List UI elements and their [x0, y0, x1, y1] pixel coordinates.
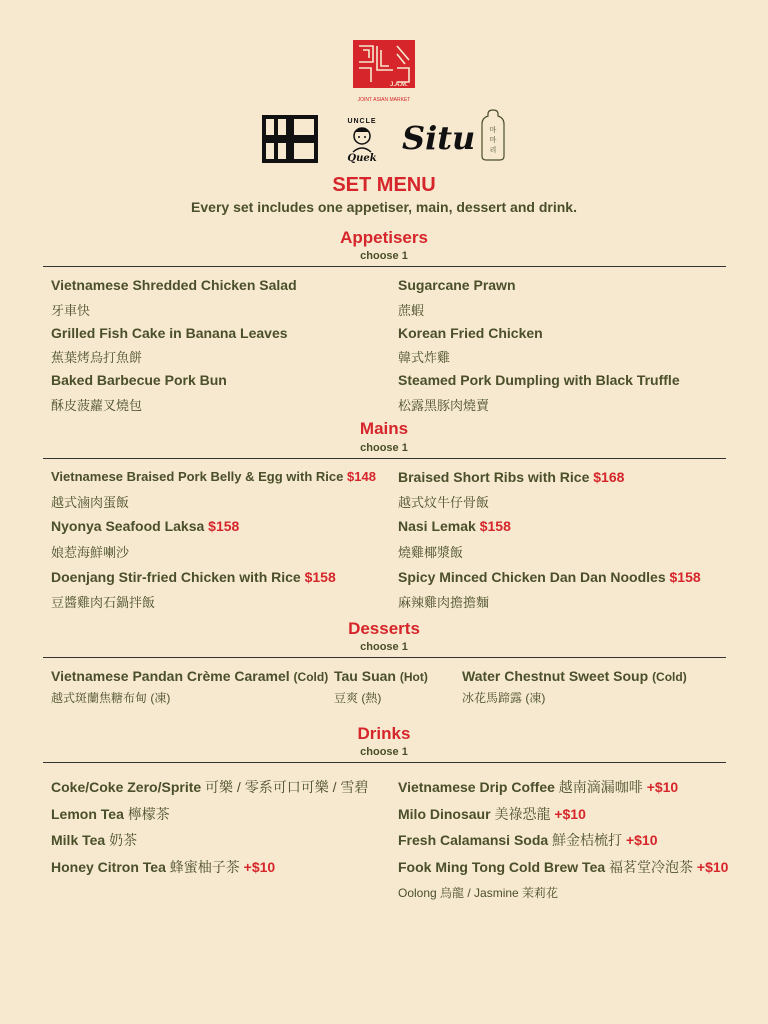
drink-item-name: Fresh Calamansi Soda	[398, 832, 549, 848]
dessert-item-zh: 豆爽 (熱)	[334, 691, 382, 705]
svg-text:UNCLE: UNCLE	[347, 118, 377, 125]
drinks-divider	[43, 762, 726, 763]
svg-text:마: 마	[489, 136, 497, 144]
drink-item	[398, 857, 728, 877]
appetiser-item-name: Baked Barbecue Pork Bun	[51, 372, 227, 388]
main-item-label: Nyonya Seafood Laksa	[51, 518, 205, 534]
drink-item	[51, 777, 368, 797]
main-item-name	[398, 469, 624, 485]
svg-text:마: 마	[489, 126, 497, 134]
appetiser-item-zh: 松露黑豚肉燒賣	[398, 398, 490, 413]
main-item-zh: 越式滷肉蛋飯	[51, 495, 130, 510]
appetiser-item-zh: 蔗蝦	[398, 303, 425, 318]
dessert-item-temp: (Hot)	[399, 670, 428, 684]
desserts-sub: choose 1	[360, 641, 408, 653]
appetiser-item-name: Grilled Fish Cake in Banana Leaves	[51, 325, 288, 341]
appetiser-item-name: Steamed Pork Dumpling with Black Truffle	[398, 372, 680, 388]
appetiser-item-name: Vietnamese Shredded Chicken Salad	[51, 277, 297, 293]
jam-logo-text: J.A.M.	[390, 82, 408, 88]
main-item-zh: 麻辣雞肉擔擔麵	[398, 595, 490, 610]
appetiser-item-zh: 酥皮菠蘿叉燒包	[51, 398, 143, 413]
drink-item-name: Milo Dinosaur	[398, 806, 491, 822]
main-item-zh: 越式炆牛仔骨飯	[398, 495, 490, 510]
drink-item-zh: 越南滴漏咖啡	[558, 779, 643, 795]
main-item-zh: 娘惹海鮮喇沙	[51, 545, 130, 560]
drink-item-zh: 檸檬茶	[127, 806, 170, 822]
drink-item-price: +$10	[625, 832, 658, 848]
svg-text:Quek: Quek	[347, 153, 377, 164]
main-item-price: $158	[669, 569, 701, 585]
momo-logo	[262, 115, 318, 168]
appetisers-title: Appetisers	[340, 228, 428, 247]
drink-item	[398, 804, 586, 824]
drink-item-name: Fook Ming Tong Cold Brew Tea	[398, 859, 606, 875]
main-item-price: $168	[593, 469, 625, 485]
jam-logo	[353, 40, 415, 104]
main-item-name	[398, 569, 701, 585]
drink-item-price: +$10	[696, 859, 729, 875]
appetiser-item-name: Sugarcane Prawn	[398, 277, 516, 293]
drink-item-price: +$10	[243, 859, 276, 875]
appetisers-divider	[43, 266, 726, 267]
appetiser-item-zh: 韓式炸雞	[398, 350, 451, 365]
dessert-item-name	[334, 668, 428, 684]
main-item-price: $158	[304, 569, 336, 585]
drink-item	[51, 804, 170, 824]
drink-item-zh: 福茗堂冷泡茶	[609, 859, 694, 875]
jam-logo-subtext: JOINT ASIAN MARKET	[357, 97, 411, 103]
main-item-price: $158	[208, 518, 240, 534]
uncle-quek-logo	[344, 116, 380, 169]
main-item-name	[51, 518, 239, 534]
drink-item	[398, 777, 678, 797]
main-item-price: $158	[479, 518, 511, 534]
appetiser-item-zh: 蕉葉烤烏打魚餅	[51, 350, 143, 365]
dessert-item-zh: 越式斑蘭焦糖布甸 (凍)	[51, 691, 171, 705]
drinks-sub: choose 1	[360, 746, 408, 758]
main-item-price: $148	[347, 469, 376, 484]
drink-item	[398, 830, 658, 850]
situ-logo: Situ	[402, 119, 476, 157]
dessert-item-temp: (Cold)	[652, 670, 687, 684]
appetisers-sub: choose 1	[360, 250, 408, 262]
drink-item-name: Vietnamese Drip Coffee	[398, 779, 555, 795]
mains-divider	[43, 458, 726, 459]
dessert-item-zh: 冰花馬蹄露 (凍)	[462, 691, 546, 705]
mains-sub: choose 1	[360, 442, 408, 454]
drink-tea-options: Oolong 烏龍 / Jasmine 茉莉花	[398, 886, 559, 900]
mamali-logo	[480, 108, 506, 167]
drink-item-zh: 可樂 / 零系可口可樂 / 雪碧	[205, 779, 369, 795]
drink-item-zh: 鮮金桔梳打	[552, 832, 623, 848]
dessert-item-temp: (Cold)	[293, 670, 329, 684]
dessert-item-label: Vietnamese Pandan Crème Caramel	[51, 668, 290, 684]
drink-item-zh: 奶茶	[109, 832, 138, 848]
menu-title: SET MENU	[332, 174, 436, 196]
mains-title: Mains	[359, 419, 409, 438]
main-item-label: Nasi Lemak	[398, 518, 476, 534]
dessert-item-label: Water Chestnut Sweet Soup	[462, 668, 649, 684]
dessert-item-name	[462, 668, 687, 684]
main-item-zh: 燒雞椰漿飯	[398, 545, 464, 560]
appetiser-item-name: Korean Fried Chicken	[398, 325, 543, 341]
main-item-label: Doenjang Stir-fried Chicken with Rice	[51, 569, 301, 585]
drink-item-name: Milk Tea	[51, 832, 106, 848]
svg-text:리: 리	[489, 146, 497, 154]
drink-item	[51, 857, 275, 877]
drink-item-zh: 美祿恐龍	[494, 806, 551, 822]
menu-subtitle: Every set includes one appetiser, main, dessert and drink.	[191, 199, 577, 215]
main-item-label: Vietnamese Braised Pork Belly & Egg with Rice	[51, 469, 344, 484]
dessert-item-name	[51, 668, 328, 684]
drink-item-name: Lemon Tea	[51, 806, 124, 822]
desserts-divider	[43, 657, 726, 658]
main-item-label: Spicy Minced Chicken Dan Dan Noodles	[398, 569, 666, 585]
appetiser-item-zh: 牙車快	[51, 303, 91, 318]
main-item-label: Braised Short Ribs with Rice	[398, 469, 590, 485]
drinks-title: Drinks	[357, 724, 411, 743]
drink-item	[51, 830, 137, 850]
main-item-zh: 豆醬雞肉石鍋拌飯	[51, 595, 156, 610]
drink-item-price: +$10	[554, 806, 586, 822]
drink-item-price: +$10	[646, 779, 679, 795]
drink-item-zh: 蜂蜜柚子茶	[169, 859, 240, 875]
drink-item-name: Honey Citron Tea	[51, 859, 166, 875]
main-item-name	[51, 469, 376, 484]
desserts-title: Desserts	[348, 619, 420, 638]
drink-item-name: Coke/Coke Zero/Sprite	[51, 779, 202, 795]
dessert-item-label: Tau Suan	[334, 668, 396, 684]
main-item-name	[398, 518, 511, 534]
main-item-name	[51, 569, 336, 585]
